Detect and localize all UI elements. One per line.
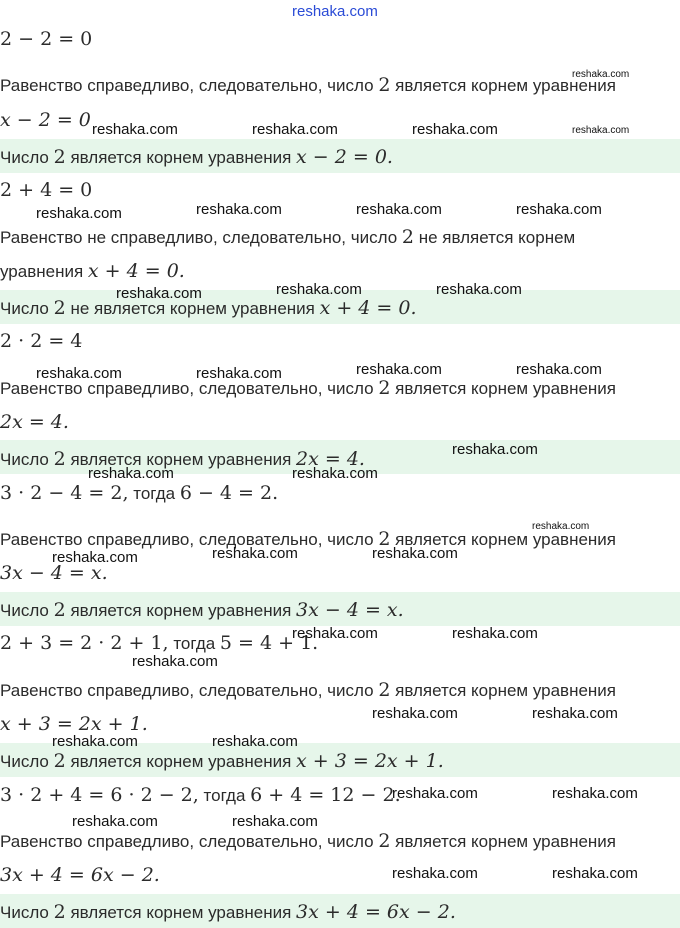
watermark: reshaka.com [356,201,442,218]
watermark: reshaka.com [356,361,442,378]
watermark: reshaka.com [392,865,478,882]
equation: x + 3 = 2x + 1. [0,713,148,735]
watermark: reshaka.com [552,865,638,882]
watermark: reshaka.com [532,705,618,722]
watermark: reshaka.com [516,361,602,378]
explanation-line: Равенство справедливо, следовательно, число 2 является корнем уравнения [0,74,617,96]
watermark: reshaka.com [52,549,138,566]
watermark: reshaka.com [292,465,378,482]
watermark: reshaka.com [212,545,298,562]
explanation-line: уравнения x + 4 = 0. [0,260,185,282]
watermark: reshaka.com [252,121,338,138]
explanation-line: Равенство справедливо, следовательно, число 2 является корнем уравнения [0,377,617,399]
equation: 2x = 4. [0,411,69,433]
watermark: reshaka.com [572,125,630,136]
watermark: reshaka.com [52,733,138,750]
watermark: reshaka.com [196,201,282,218]
conclusion-line: Число 2 является корнем уравнения x − 2 = 0. [0,146,393,168]
watermark: reshaka.com [532,521,590,532]
watermark: reshaka.com [72,813,158,830]
equation-check: 2 · 2 = 4 [0,330,83,352]
equation: x − 2 = 0 [0,109,91,131]
watermark: reshaka.com [36,365,122,382]
watermark: reshaka.com [392,785,478,802]
conclusion-line: Число 2 является корнем уравнения 3x − 4 = x. [0,599,404,621]
watermark: reshaka.com [88,465,174,482]
conclusion-line: Число 2 является корнем уравнения x + 3 = 2x + 1. [0,750,444,772]
conclusion-line: Число 2 не является корнем уравнения x + 4 = 0. [0,297,417,319]
watermark: reshaka.com [372,545,458,562]
watermark: reshaka.com [292,625,378,642]
explanation-line: Равенство справедливо, следовательно, число 2 является корнем уравнения [0,830,617,852]
watermark: reshaka.com [412,121,498,138]
watermark: reshaka.com [36,205,122,222]
conclusion-line: Число 2 является корнем уравнения 2x = 4. [0,448,365,470]
watermark: reshaka.com [552,785,638,802]
watermark: reshaka.com [212,733,298,750]
equation-check: 3 · 2 − 4 = 2, тогда 6 − 4 = 2. [0,482,279,504]
watermark: reshaka.com [232,813,318,830]
watermark: reshaka.com [572,69,630,80]
equation-check: 2 + 3 = 2 · 2 + 1, тогда 5 = 4 + 1. [0,632,319,654]
watermark: reshaka.com [516,201,602,218]
watermark: reshaka.com [452,441,538,458]
watermark: reshaka.com [372,705,458,722]
equation-check: 2 + 4 = 0 [0,179,93,201]
watermark: reshaka.com [436,281,522,298]
equation-check: 3 · 2 + 4 = 6 · 2 − 2, тогда 6 + 4 = 12 − 2. [0,784,401,806]
explanation-line: Равенство справедливо, следовательно, число 2 является корнем уравнения [0,679,617,701]
explanation-line: Равенство справедливо, следовательно, число 2 является корнем уравнения [0,528,617,550]
watermark: reshaka.com [452,625,538,642]
watermark: reshaka.com [292,3,378,20]
watermark: reshaka.com [116,285,202,302]
explanation-line: Равенство не справедливо, следовательно, число 2 не является корнем [0,226,576,248]
equation: 3x − 4 = x. [0,562,108,584]
conclusion-line: Число 2 является корнем уравнения 3x + 4 = 6x − 2. [0,901,456,923]
watermark: reshaka.com [132,653,218,670]
watermark: reshaka.com [92,121,178,138]
watermark: reshaka.com [196,365,282,382]
equation-check: 2 − 2 = 0 [0,28,93,50]
equation: 3x + 4 = 6x − 2. [0,864,160,886]
watermark: reshaka.com [276,281,362,298]
